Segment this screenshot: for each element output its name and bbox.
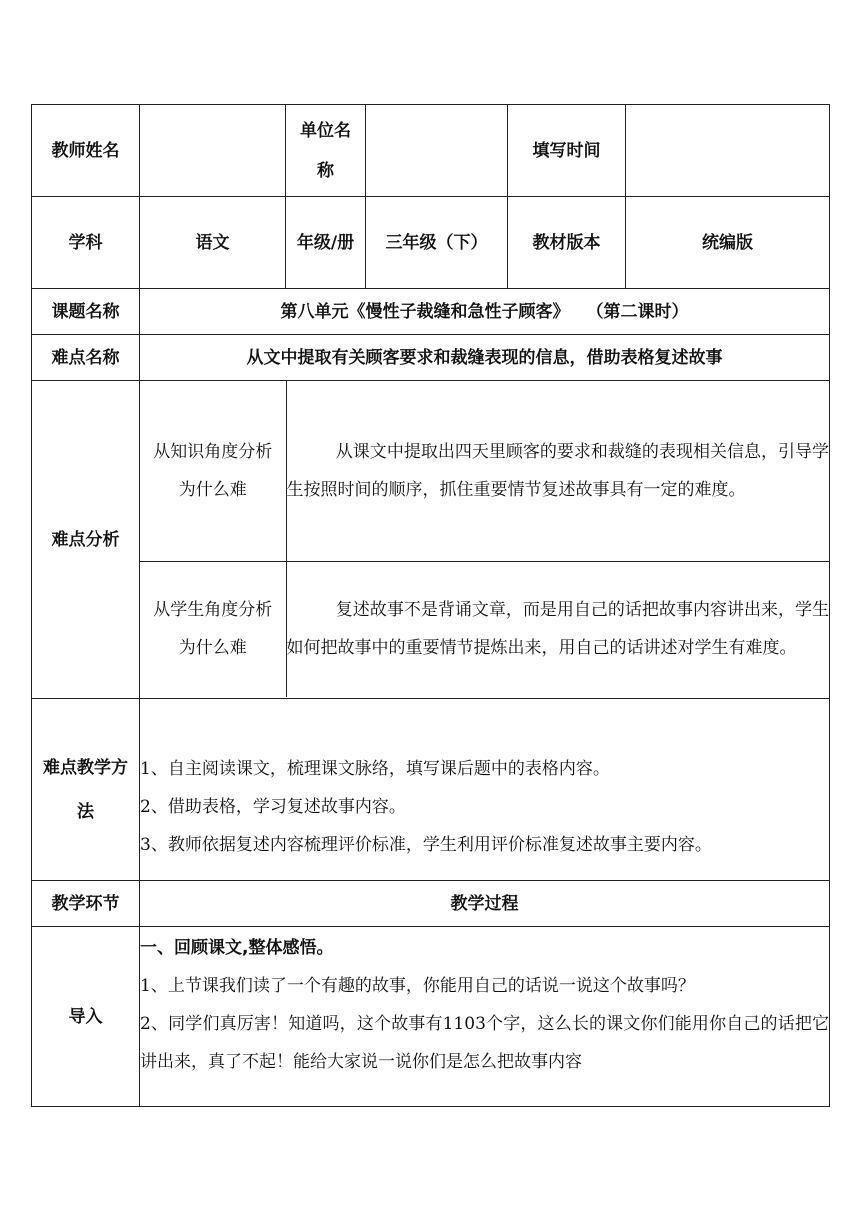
subject-value: 语文 <box>140 197 286 289</box>
intro-row <box>32 927 830 1107</box>
unit-name-value <box>366 105 508 197</box>
intro-line: 1、上节课我们读了一个有趣的故事，你能用自己的话说一说这个故事吗？ <box>140 976 695 996</box>
grade-label: 年级/册 <box>286 197 366 289</box>
teacher-name-value <box>140 105 286 197</box>
method-row <box>32 699 830 881</box>
fill-time-label: 填写时间 <box>508 105 626 197</box>
unit-name-label: 单位名称 <box>286 105 366 197</box>
topic-label: 课题名称 <box>32 289 140 335</box>
subject-label: 学科 <box>32 197 140 289</box>
edition-label: 教材版本 <box>508 197 626 289</box>
difficulty-label: 难点名称 <box>32 335 140 381</box>
analysis-subtable <box>140 381 829 697</box>
intro-content <box>140 927 830 1107</box>
method-item: 3、教师依据复述内容梳理评价标准，学生利用评价标准复述故事主要内容。 <box>140 834 712 855</box>
teacher-name-label: 教师姓名 <box>32 105 140 197</box>
student-text: 复述故事不是背诵文章，而是用自己的话把故事内容讲出来，学生如何把故事中的重要情节提炼出来，用自己的话讲述对学生有难度。 <box>286 600 829 659</box>
knowledge-text: 从课文中提取出四天里顾客的要求和裁缝的表现相关信息，引导学生按照时间的顺序，抓住重要情节复述故事具有一定的难度。 <box>286 381 829 561</box>
method-item: 1、自主阅读课文，梳理课文脉络，填写课后题中的表格内容。 <box>140 758 610 779</box>
analysis-content <box>140 381 830 699</box>
intro-heading: 一、回顾课文,整体感悟。 <box>140 938 334 958</box>
student-row <box>140 561 829 697</box>
difficulty-value: 从文中提取有关顾客要求和裁缝表现的信息，借助表格复述故事 <box>140 335 830 381</box>
stage-header: 教学环节 <box>32 881 140 927</box>
topic-value: 第八单元《慢性子裁缝和急性子顾客》 （第二课时） <box>140 289 830 335</box>
topic-row <box>32 289 830 335</box>
edition-value: 统编版 <box>626 197 830 289</box>
knowledge-label: 从知识角度分析为什么难 <box>140 381 286 561</box>
method-item: 2、借助表格，学习复述故事内容。 <box>140 796 406 817</box>
analysis-label: 难点分析 <box>32 381 140 699</box>
process-header-row <box>32 881 830 927</box>
method-content <box>140 699 830 881</box>
teacher-info-row <box>32 105 830 197</box>
process-header: 教学过程 <box>140 881 830 927</box>
intro-stage-label: 导入 <box>32 927 140 1107</box>
fill-time-value <box>626 105 830 197</box>
difficulty-row <box>32 335 830 381</box>
lesson-plan-table <box>31 104 830 1107</box>
intro-line: 2、同学们真厉害！知道吗，这个故事有1103个字，这么长的课文你们能用你自己的话把它讲出来，真了不起！能给大家说一说你们是怎么把故事内容 <box>140 1014 829 1072</box>
student-label: 从学生角度分析为什么难 <box>140 561 286 697</box>
subject-row <box>32 197 830 289</box>
grade-value: 三年级（下） <box>366 197 508 289</box>
method-label: 难点教学方法 <box>32 699 140 881</box>
knowledge-row <box>140 381 829 561</box>
analysis-row <box>32 381 830 699</box>
